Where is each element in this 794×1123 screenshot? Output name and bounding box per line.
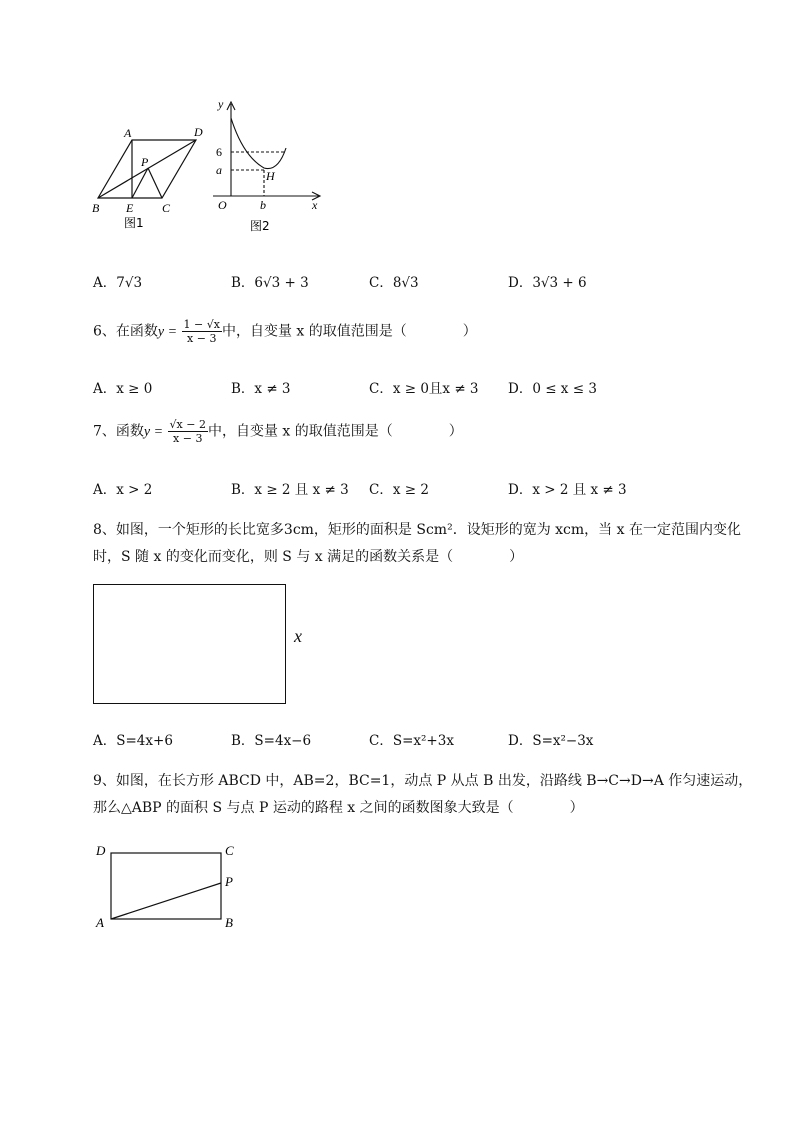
function-curve (231, 118, 286, 169)
label-e: E (126, 201, 134, 215)
q7-question (93, 418, 463, 445)
q5-option-a: A．7√3 (93, 275, 143, 291)
q9-line-1: 9、如图，在长方形 ABCD 中，AB=2，BC=1，动点 P 从点 B 出发，沿路线 B→C→D→A 作匀速运动， (93, 773, 753, 789)
q7-fraction (168, 418, 208, 445)
q7-option-b: B．x ≥ 2 且 x ≠ 3 (231, 482, 349, 498)
label-d: D (96, 843, 106, 858)
q6-func-lhs: y = (157, 324, 178, 340)
label-p: P (141, 155, 149, 169)
q6-suffix: 中，自变量 x 的取值范围是（ ） (221, 323, 477, 340)
label-x: x (312, 198, 318, 212)
label-p: P (225, 874, 233, 889)
q6-denominator: x − 3 (187, 332, 217, 345)
q5-option-d: D．3√3 + 6 (508, 275, 587, 291)
q8-option-a: A．S=4x+6 (93, 733, 173, 749)
figure-2-caption: 图2 (250, 219, 270, 233)
q8-side-label-x: x (294, 626, 302, 646)
figure-2-graph (208, 96, 338, 236)
label-h: H (266, 169, 275, 183)
q6-fraction (182, 318, 222, 345)
q9-figure-rectangle (92, 838, 252, 938)
label-6: 6 (216, 145, 222, 159)
figure-1-parallelogram (88, 120, 218, 235)
q8-option-c: C．S=x²+3x (369, 733, 454, 749)
label-b: B (225, 915, 233, 930)
q7-option-a: A．x > 2 (93, 482, 153, 498)
q7-numerator: √x − 2 (169, 418, 206, 431)
figure-1-caption: 图1 (124, 216, 144, 230)
label-c: C (162, 201, 171, 215)
label-b: B (92, 201, 100, 215)
label-o: O (218, 198, 227, 212)
segment-ap (111, 883, 221, 919)
label-d: D (194, 125, 203, 139)
label-a: a (216, 163, 222, 177)
segment-pc (148, 168, 162, 198)
label-b: b (260, 198, 266, 212)
label-a: A (124, 126, 132, 140)
q6-numerator: 1 − √x (183, 318, 220, 331)
q8-rectangle (93, 584, 286, 704)
q6-option-d: D．0 ≤ x ≤ 3 (508, 381, 597, 397)
q7-option-d: D．x > 2 且 x ≠ 3 (508, 482, 627, 498)
label-c: C (225, 843, 234, 858)
rectangle-abcd (111, 853, 221, 919)
label-y: y (218, 97, 224, 111)
q8-line-1: 8、如图，一个矩形的长比宽多3cm，矩形的面积是 Scm²．设矩形的宽为 xcm，当 x 在一定范围内变化 (93, 522, 741, 538)
q7-suffix: 中，自变量 x 的取值范围是（ ） (207, 423, 463, 440)
q6-option-b: B．x ≠ 3 (231, 381, 291, 397)
q7-prefix: 7、函数 (93, 423, 144, 440)
q7-denominator: x − 3 (173, 432, 203, 445)
q9-line-2: 那么△ABP 的面积 S 与点 P 运动的路程 x 之间的函数图象大致是（ ） (93, 800, 584, 816)
q8-line-2: 时，S 随 x 的变化而变化，则 S 与 x 满足的函数关系是（ ） (93, 549, 524, 565)
q5-option-c: C．8√3 (369, 275, 419, 291)
q6-prefix: 6、在函数 (93, 323, 158, 340)
q8-option-d: D．S=x²−3x (508, 733, 594, 749)
q8-option-b: B．S=4x−6 (231, 733, 312, 749)
q6-option-c: C．x ≥ 0且x ≠ 3 (369, 381, 479, 397)
q5-option-b: B．6√3 + 3 (231, 275, 309, 291)
q6-question (93, 318, 477, 345)
q6-option-a: A．x ≥ 0 (93, 381, 153, 397)
q7-func-lhs: y = (143, 424, 164, 440)
label-a: A (96, 915, 104, 930)
q7-option-c: C．x ≥ 2 (369, 482, 429, 498)
